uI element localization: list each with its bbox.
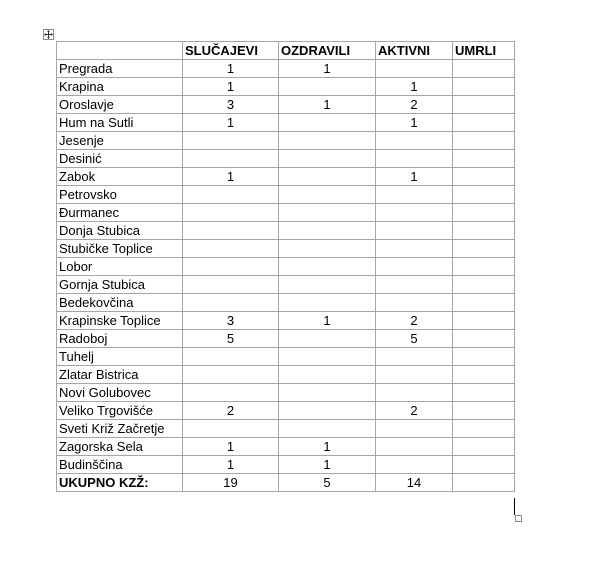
slucajevi-cell[interactable]: 1 [183,114,279,132]
total-umrli-cell[interactable] [453,474,515,492]
aktivni-cell[interactable] [376,294,453,312]
umrli-cell[interactable] [453,276,515,294]
slucajevi-cell[interactable] [183,150,279,168]
slucajevi-cell[interactable] [183,384,279,402]
slucajevi-cell[interactable]: 3 [183,312,279,330]
table-row [57,258,515,276]
aktivni-cell[interactable] [376,258,453,276]
total-aktivni-cell[interactable]: 14 [376,474,453,492]
aktivni-cell[interactable]: 1 [376,78,453,96]
municipality-name-cell[interactable]: Zlatar Bistrica [57,366,183,384]
umrli-cell[interactable] [453,258,515,276]
aktivni-cell[interactable] [376,366,453,384]
table-header-row [57,42,515,60]
aktivni-cell[interactable]: 1 [376,114,453,132]
municipality-name-cell[interactable]: Radoboj [57,330,183,348]
ozdravili-cell[interactable]: 1 [279,60,376,78]
table-row [57,186,515,204]
slucajevi-cell[interactable] [183,348,279,366]
table-row [57,132,515,150]
aktivni-cell[interactable] [376,276,453,294]
umrli-cell[interactable] [453,240,515,258]
municipality-name-cell[interactable]: Đurmanec [57,204,183,222]
umrli-cell[interactable] [453,114,515,132]
table-row [57,348,515,366]
table-row [57,294,515,312]
ozdravili-cell[interactable] [279,240,376,258]
ozdravili-cell[interactable] [279,114,376,132]
slucajevi-cell[interactable] [183,186,279,204]
ozdravili-cell[interactable] [279,330,376,348]
aktivni-cell[interactable]: 1 [376,168,453,186]
header-cell-umrli[interactable]: UMRLI [453,42,515,60]
aktivni-cell[interactable]: 2 [376,312,453,330]
municipality-name-cell[interactable]: Bedekovčina [57,294,183,312]
table-row [57,222,515,240]
umrli-cell[interactable] [453,348,515,366]
table-row [57,150,515,168]
slucajevi-cell[interactable]: 1 [183,456,279,474]
ozdravili-cell[interactable] [279,186,376,204]
table-row [57,78,515,96]
umrli-cell[interactable] [453,366,515,384]
aktivni-cell[interactable] [376,420,453,438]
municipality-name-cell[interactable]: Petrovsko [57,186,183,204]
aktivni-cell[interactable] [376,186,453,204]
header-cell-slucajevi[interactable]: SLUČAJEVI [183,42,279,60]
ozdravili-cell[interactable] [279,132,376,150]
aktivni-cell[interactable] [376,438,453,456]
table-row [57,276,515,294]
umrli-cell[interactable] [453,186,515,204]
aktivni-cell[interactable]: 5 [376,330,453,348]
table-row [57,240,515,258]
total-slucajevi-cell[interactable]: 19 [183,474,279,492]
municipality-name-cell[interactable]: Krapinske Toplice [57,312,183,330]
aktivni-cell[interactable] [376,204,453,222]
umrli-cell[interactable] [453,438,515,456]
municipality-name-cell[interactable]: Novi Golubovec [57,384,183,402]
aktivni-cell[interactable] [376,132,453,150]
municipality-name-cell[interactable]: Pregrada [57,60,183,78]
municipality-name-cell[interactable]: Donja Stubica [57,222,183,240]
aktivni-cell[interactable] [376,222,453,240]
table-resize-handle-icon[interactable] [515,515,522,522]
municipality-name-cell[interactable]: Jesenje [57,132,183,150]
municipality-name-cell[interactable]: Stubičke Toplice [57,240,183,258]
umrli-cell[interactable] [453,222,515,240]
table-row [57,96,515,114]
municipality-name-cell[interactable]: Krapina [57,78,183,96]
ozdravili-cell[interactable] [279,150,376,168]
municipality-name-cell[interactable]: Zagorska Sela [57,438,183,456]
move-arrows-icon [44,30,53,39]
slucajevi-cell[interactable]: 1 [183,438,279,456]
table-total-row [57,474,515,492]
ozdravili-cell[interactable]: 1 [279,456,376,474]
umrli-cell[interactable] [453,420,515,438]
text-cursor [514,498,515,515]
municipality-name-cell[interactable]: Hum na Sutli [57,114,183,132]
slucajevi-cell[interactable]: 5 [183,330,279,348]
slucajevi-cell[interactable]: 1 [183,78,279,96]
umrli-cell[interactable] [453,60,515,78]
ozdravili-cell[interactable] [279,420,376,438]
umrli-cell[interactable] [453,456,515,474]
table-row [57,384,515,402]
slucajevi-cell[interactable] [183,258,279,276]
total-label-cell[interactable]: UKUPNO KZŽ: [57,474,183,492]
aktivni-cell[interactable] [376,60,453,78]
municipality-name-cell[interactable]: Veliko Trgovišće [57,402,183,420]
slucajevi-cell[interactable] [183,276,279,294]
slucajevi-cell[interactable]: 1 [183,168,279,186]
aktivni-cell[interactable]: 2 [376,402,453,420]
ozdravili-cell[interactable] [279,258,376,276]
table-row [57,204,515,222]
slucajevi-cell[interactable] [183,366,279,384]
ozdravili-cell[interactable]: 1 [279,438,376,456]
table-move-handle-icon[interactable] [43,29,54,40]
umrli-cell[interactable] [453,204,515,222]
umrli-cell[interactable] [453,402,515,420]
slucajevi-cell[interactable]: 3 [183,96,279,114]
ozdravili-cell[interactable] [279,402,376,420]
municipality-name-cell[interactable]: Lobor [57,258,183,276]
header-cell-municipality[interactable] [57,42,183,60]
ozdravili-cell[interactable] [279,384,376,402]
total-ozdravili-cell[interactable]: 5 [279,474,376,492]
umrli-cell[interactable] [453,168,515,186]
municipality-name-cell[interactable]: Oroslavje [57,96,183,114]
municipality-name-cell[interactable]: Budinščina [57,456,183,474]
municipality-name-cell[interactable]: Sveti Križ Začretje [57,420,183,438]
umrli-cell[interactable] [453,78,515,96]
header-cell-ozdravili[interactable]: OZDRAVILI [279,42,376,60]
aktivni-cell[interactable] [376,456,453,474]
ozdravili-cell[interactable] [279,366,376,384]
table-row [57,330,515,348]
ozdravili-cell[interactable] [279,294,376,312]
table-row [57,114,515,132]
table-row [57,312,515,330]
ozdravili-cell[interactable] [279,78,376,96]
slucajevi-cell[interactable] [183,204,279,222]
umrli-cell[interactable] [453,294,515,312]
header-cell-aktivni[interactable]: AKTIVNI [376,42,453,60]
municipality-name-cell[interactable]: Desinić [57,150,183,168]
ozdravili-cell[interactable]: 1 [279,96,376,114]
aktivni-cell[interactable] [376,384,453,402]
umrli-cell[interactable] [453,384,515,402]
ozdravili-cell[interactable]: 1 [279,312,376,330]
municipality-name-cell[interactable]: Tuhelj [57,348,183,366]
slucajevi-cell[interactable] [183,222,279,240]
municipality-name-cell[interactable]: Gornja Stubica [57,276,183,294]
table-row [57,402,515,420]
slucajevi-cell[interactable]: 2 [183,402,279,420]
umrli-cell[interactable] [453,330,515,348]
umrli-cell[interactable] [453,132,515,150]
table-row [57,438,515,456]
municipality-name-cell[interactable]: Zabok [57,168,183,186]
aktivni-cell[interactable] [376,348,453,366]
table-row [57,420,515,438]
slucajevi-cell[interactable] [183,420,279,438]
table-row [57,60,515,78]
ozdravili-cell[interactable] [279,168,376,186]
table-row [57,366,515,384]
table-row [57,456,515,474]
ozdravili-cell[interactable] [279,348,376,366]
umrli-cell[interactable] [453,312,515,330]
covid-cases-table [56,41,515,492]
aktivni-cell[interactable] [376,240,453,258]
aktivni-cell[interactable]: 2 [376,96,453,114]
aktivni-cell[interactable] [376,150,453,168]
umrli-cell[interactable] [453,150,515,168]
slucajevi-cell[interactable] [183,132,279,150]
umrli-cell[interactable] [453,96,515,114]
ozdravili-cell[interactable] [279,276,376,294]
slucajevi-cell[interactable] [183,240,279,258]
slucajevi-cell[interactable]: 1 [183,60,279,78]
slucajevi-cell[interactable] [183,294,279,312]
ozdravili-cell[interactable] [279,204,376,222]
table-body [57,60,515,492]
ozdravili-cell[interactable] [279,222,376,240]
table-row [57,168,515,186]
